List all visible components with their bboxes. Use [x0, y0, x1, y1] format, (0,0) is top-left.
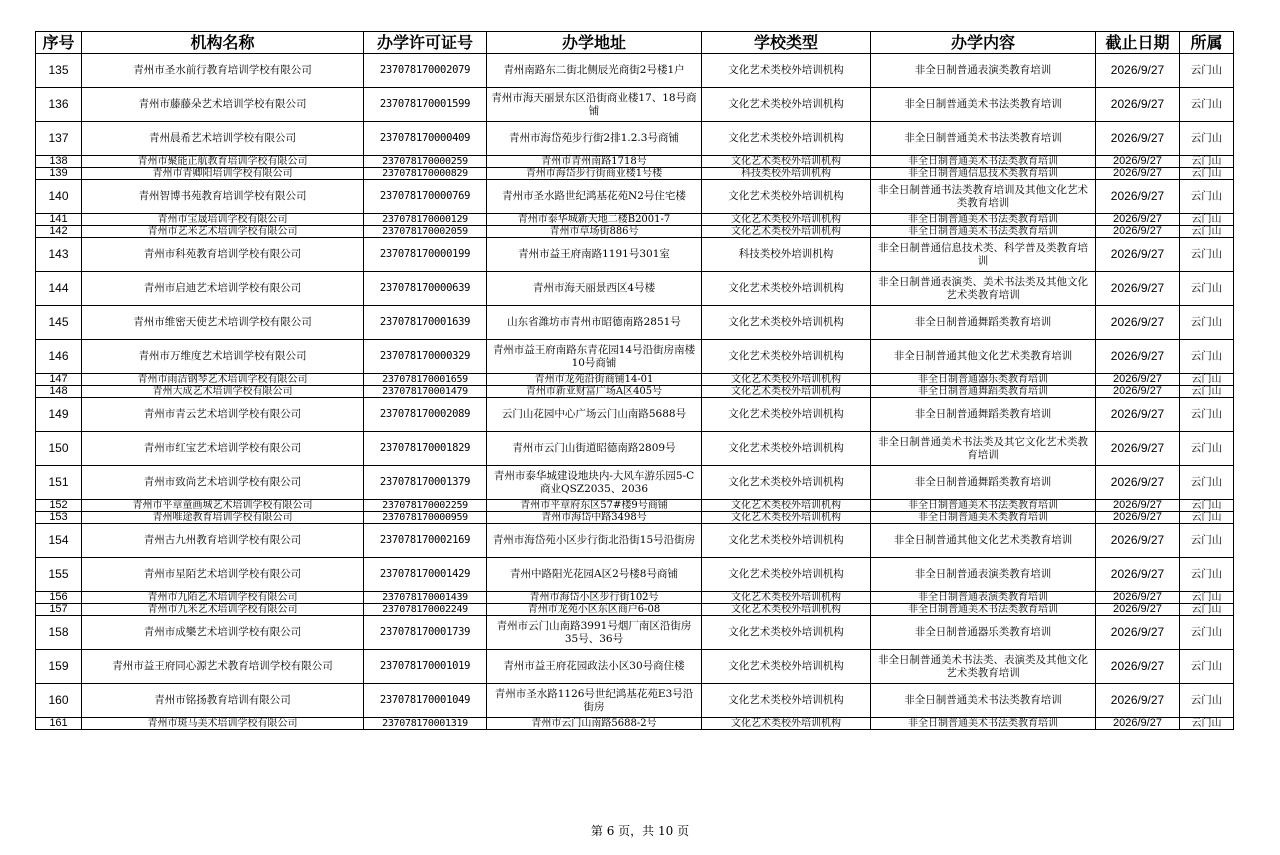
table-row [36, 168, 1234, 180]
cell-belong: 云门山 [1180, 180, 1234, 214]
cell-content: 非全日制普通舞蹈类教育培训 [871, 398, 1096, 432]
cell-license: 237078170001829 [364, 432, 487, 466]
cell-seq: 148 [36, 386, 82, 398]
cell-seq: 159 [36, 650, 82, 684]
cell-name: 青州市平章童画城艺术培训学校有限公司 [82, 500, 364, 512]
cell-type: 科技类校外培训机构 [702, 238, 871, 272]
table-row [36, 512, 1234, 524]
cell-name: 青州市艺米艺术培训学校有限公司 [82, 226, 364, 238]
cell-name: 青州唯途教育培训学校有限公司 [82, 512, 364, 524]
cell-seq: 152 [36, 500, 82, 512]
cell-name: 青州市致尚艺术培训学校有限公司 [82, 466, 364, 500]
table-row [36, 524, 1234, 558]
cell-type: 文化艺术类校外培训机构 [702, 500, 871, 512]
cell-license: 237078170001439 [364, 592, 487, 604]
cell-seq: 136 [36, 88, 82, 122]
cell-deadline: 2026/9/27 [1096, 226, 1180, 238]
table-row [36, 558, 1234, 592]
cell-content: 非全日制普通美术书法类及其它文化艺术类教育培训 [871, 432, 1096, 466]
table-row [36, 374, 1234, 386]
table-row [36, 398, 1234, 432]
cell-license: 237078170000409 [364, 122, 487, 156]
cell-belong: 云门山 [1180, 650, 1234, 684]
cell-deadline: 2026/9/27 [1096, 386, 1180, 398]
cell-type: 文化艺术类校外培训机构 [702, 432, 871, 466]
cell-address: 青州市泰华城新天地二楼B2001-7 [487, 214, 702, 226]
table-row [36, 156, 1234, 168]
cell-content: 非全日制普通书法类教育培训及其他文化艺术类教育培训 [871, 180, 1096, 214]
cell-belong: 云门山 [1180, 214, 1234, 226]
table-body [36, 54, 1234, 730]
cell-belong: 云门山 [1180, 88, 1234, 122]
cell-seq: 150 [36, 432, 82, 466]
header-belong: 所属 [1180, 32, 1234, 54]
cell-belong: 云门山 [1180, 238, 1234, 272]
cell-deadline: 2026/9/27 [1096, 180, 1180, 214]
cell-type: 文化艺术类校外培训机构 [702, 512, 871, 524]
cell-belong: 云门山 [1180, 432, 1234, 466]
cell-license: 237078170000199 [364, 238, 487, 272]
cell-belong: 云门山 [1180, 512, 1234, 524]
cell-name: 青州市藤藤朵艺术培训学校有限公司 [82, 88, 364, 122]
cell-content: 非全日制普通表演类教育培训 [871, 54, 1096, 88]
cell-license: 237078170002249 [364, 604, 487, 616]
cell-name: 青州市星陌艺术培训学校有限公司 [82, 558, 364, 592]
cell-license: 237078170002079 [364, 54, 487, 88]
table-row [36, 122, 1234, 156]
cell-content: 非全日制普通美术书法类教育培训 [871, 122, 1096, 156]
table-row [36, 340, 1234, 374]
cell-name: 青州智博书苑教育培训学校有限公司 [82, 180, 364, 214]
cell-content: 非全日制普通信息技术类、科学普及类教育培训 [871, 238, 1096, 272]
cell-belong: 云门山 [1180, 466, 1234, 500]
cell-type: 文化艺术类校外培训机构 [702, 180, 871, 214]
cell-license: 237078170002089 [364, 398, 487, 432]
cell-name: 青州市圣水前行教育培训学校有限公司 [82, 54, 364, 88]
cell-deadline: 2026/9/27 [1096, 592, 1180, 604]
cell-name: 青州市青云艺术培训学校有限公司 [82, 398, 364, 432]
cell-content: 非全日制普通美术书法类教育培训 [871, 684, 1096, 718]
cell-type: 文化艺术类校外培训机构 [702, 604, 871, 616]
cell-address: 青州市云门山街道昭德南路2809号 [487, 432, 702, 466]
cell-deadline: 2026/9/27 [1096, 272, 1180, 306]
cell-address: 青州南路东二街北侧辰光商街2号楼1户 [487, 54, 702, 88]
cell-license: 237078170001429 [364, 558, 487, 592]
cell-deadline: 2026/9/27 [1096, 374, 1180, 386]
cell-seq: 151 [36, 466, 82, 500]
cell-name: 青州市斑马美术培训学校有限公司 [82, 718, 364, 730]
cell-address: 青州市海岱小区步行街102号 [487, 592, 702, 604]
cell-deadline: 2026/9/27 [1096, 306, 1180, 340]
cell-license: 237078170002059 [364, 226, 487, 238]
cell-content: 非全日制普通美术书法类教育培训 [871, 604, 1096, 616]
cell-license: 237078170001479 [364, 386, 487, 398]
header-seq: 序号 [36, 32, 82, 54]
cell-type: 文化艺术类校外培训机构 [702, 524, 871, 558]
cell-license: 237078170001319 [364, 718, 487, 730]
cell-license: 237078170000829 [364, 168, 487, 180]
cell-type: 文化艺术类校外培训机构 [702, 88, 871, 122]
cell-content: 非全日制普通美术书法类教育培训 [871, 718, 1096, 730]
cell-name: 青州市九米艺术培训学校有限公司 [82, 604, 364, 616]
cell-content: 非全日制普通信息技术类教育培训 [871, 168, 1096, 180]
table-row [36, 226, 1234, 238]
cell-seq: 157 [36, 604, 82, 616]
cell-content: 非全日制普通美术书法类教育培训 [871, 156, 1096, 168]
cell-content: 非全日制普通美术书法类教育培训 [871, 226, 1096, 238]
table-row [36, 180, 1234, 214]
cell-deadline: 2026/9/27 [1096, 156, 1180, 168]
cell-deadline: 2026/9/27 [1096, 604, 1180, 616]
cell-content: 非全日制普通美术书法类、表演类及其他文化艺术类教育培训 [871, 650, 1096, 684]
cell-belong: 云门山 [1180, 398, 1234, 432]
cell-belong: 云门山 [1180, 226, 1234, 238]
table-row [36, 650, 1234, 684]
cell-seq: 156 [36, 592, 82, 604]
cell-license: 237078170001659 [364, 374, 487, 386]
cell-deadline: 2026/9/27 [1096, 684, 1180, 718]
cell-type: 文化艺术类校外培训机构 [702, 650, 871, 684]
cell-content: 非全日制普通表演类、美术书法类及其他文化艺术类教育培训 [871, 272, 1096, 306]
table-row [36, 306, 1234, 340]
cell-belong: 云门山 [1180, 54, 1234, 88]
cell-belong: 云门山 [1180, 386, 1234, 398]
cell-address: 山东省潍坊市青州市昭德南路2851号 [487, 306, 702, 340]
cell-license: 237078170000769 [364, 180, 487, 214]
cell-content: 非全日制普通表演类教育培训 [871, 558, 1096, 592]
cell-type: 文化艺术类校外培训机构 [702, 466, 871, 500]
cell-license: 237078170001639 [364, 306, 487, 340]
cell-deadline: 2026/9/27 [1096, 616, 1180, 650]
cell-seq: 155 [36, 558, 82, 592]
cell-name: 青州市益王府同心源艺术教育培训学校有限公司 [82, 650, 364, 684]
cell-belong: 云门山 [1180, 604, 1234, 616]
cell-name: 青州市维密天使艺术培训学校有限公司 [82, 306, 364, 340]
cell-name: 青州市宝晟培训学校有限公司 [82, 214, 364, 226]
cell-license: 237078170002259 [364, 500, 487, 512]
cell-belong: 云门山 [1180, 122, 1234, 156]
cell-content: 非全日制普通舞蹈类教育培训 [871, 466, 1096, 500]
cell-seq: 137 [36, 122, 82, 156]
cell-deadline: 2026/9/27 [1096, 718, 1180, 730]
cell-belong: 云门山 [1180, 524, 1234, 558]
cell-seq: 147 [36, 374, 82, 386]
cell-address: 青州中路阳光花园A区2号楼8号商铺 [487, 558, 702, 592]
cell-name: 青州大成艺术培训学校有限公司 [82, 386, 364, 398]
cell-seq: 139 [36, 168, 82, 180]
cell-license: 237078170001379 [364, 466, 487, 500]
cell-address: 青州市海岱中路3498号 [487, 512, 702, 524]
cell-name: 青州市万维度艺术培训学校有限公司 [82, 340, 364, 374]
cell-name: 青州市九陌艺术培训学校有限公司 [82, 592, 364, 604]
cell-seq: 154 [36, 524, 82, 558]
cell-content: 非全日制普通美术书法类教育培训 [871, 214, 1096, 226]
cell-deadline: 2026/9/27 [1096, 54, 1180, 88]
cell-name: 青州市成樂艺术培训学校有限公司 [82, 616, 364, 650]
table-row [36, 272, 1234, 306]
cell-deadline: 2026/9/27 [1096, 524, 1180, 558]
cell-belong: 云门山 [1180, 340, 1234, 374]
cell-type: 文化艺术类校外培训机构 [702, 122, 871, 156]
cell-address: 青州市圣水路世纪鸿基花苑N2号住宅楼 [487, 180, 702, 214]
header-name: 机构名称 [82, 32, 364, 54]
cell-type: 文化艺术类校外培训机构 [702, 156, 871, 168]
table-row [36, 684, 1234, 718]
cell-deadline: 2026/9/27 [1096, 500, 1180, 512]
cell-type: 文化艺术类校外培训机构 [702, 272, 871, 306]
cell-belong: 云门山 [1180, 684, 1234, 718]
cell-belong: 云门山 [1180, 592, 1234, 604]
cell-content: 非全日制普通器乐类教育培训 [871, 374, 1096, 386]
cell-address: 青州市海天丽景东区沿街商业楼17、18号商铺 [487, 88, 702, 122]
table-row [36, 432, 1234, 466]
cell-address: 青州市云门山南路5688-2号 [487, 718, 702, 730]
cell-seq: 145 [36, 306, 82, 340]
header-license: 办学许可证号 [364, 32, 487, 54]
cell-name: 青州市红宝艺术培训学校有限公司 [82, 432, 364, 466]
table-row [36, 500, 1234, 512]
cell-address: 青州市海天丽景西区4号楼 [487, 272, 702, 306]
cell-content: 非全日制普通舞蹈类教育培训 [871, 306, 1096, 340]
cell-deadline: 2026/9/27 [1096, 122, 1180, 156]
cell-license: 237078170000259 [364, 156, 487, 168]
cell-address: 青州市龙苑沿街商铺14-01 [487, 374, 702, 386]
cell-belong: 云门山 [1180, 168, 1234, 180]
cell-name: 青州市科苑教育培训学校有限公司 [82, 238, 364, 272]
cell-type: 文化艺术类校外培训机构 [702, 226, 871, 238]
table-row [36, 214, 1234, 226]
cell-license: 237078170000639 [364, 272, 487, 306]
cell-license: 237078170001599 [364, 88, 487, 122]
cell-content: 非全日制普通其他文化艺术类教育培训 [871, 524, 1096, 558]
cell-content: 非全日制普通器乐类教育培训 [871, 616, 1096, 650]
cell-name: 青州市启迪艺术培训学校有限公司 [82, 272, 364, 306]
cell-belong: 云门山 [1180, 500, 1234, 512]
cell-license: 237078170001049 [364, 684, 487, 718]
table-row [36, 54, 1234, 88]
cell-license: 237078170000959 [364, 512, 487, 524]
cell-address: 青州市新亚财富广场A区405号 [487, 386, 702, 398]
cell-deadline: 2026/9/27 [1096, 512, 1180, 524]
cell-belong: 云门山 [1180, 156, 1234, 168]
cell-seq: 140 [36, 180, 82, 214]
cell-seq: 143 [36, 238, 82, 272]
cell-belong: 云门山 [1180, 718, 1234, 730]
cell-seq: 142 [36, 226, 82, 238]
table-row [36, 616, 1234, 650]
table-row [36, 604, 1234, 616]
cell-type: 文化艺术类校外培训机构 [702, 214, 871, 226]
cell-address: 青州市海岱苑小区步行街北沿街15号沿街房 [487, 524, 702, 558]
cell-seq: 135 [36, 54, 82, 88]
cell-seq: 138 [36, 156, 82, 168]
cell-seq: 160 [36, 684, 82, 718]
cell-belong: 云门山 [1180, 558, 1234, 592]
cell-deadline: 2026/9/27 [1096, 558, 1180, 592]
cell-type: 文化艺术类校外培训机构 [702, 684, 871, 718]
cell-type: 文化艺术类校外培训机构 [702, 374, 871, 386]
cell-belong: 云门山 [1180, 306, 1234, 340]
cell-deadline: 2026/9/27 [1096, 88, 1180, 122]
cell-license: 237078170001739 [364, 616, 487, 650]
cell-type: 文化艺术类校外培训机构 [702, 558, 871, 592]
cell-belong: 云门山 [1180, 374, 1234, 386]
cell-address: 青州市益王府南路东青花园14号沿街房南楼10号商铺 [487, 340, 702, 374]
table-row [36, 466, 1234, 500]
cell-content: 非全日制普通舞蹈类教育培训 [871, 386, 1096, 398]
header-type: 学校类型 [702, 32, 871, 54]
header-row [36, 32, 1234, 54]
cell-address: 青州市益王府花园政法小区30号商住楼 [487, 650, 702, 684]
cell-type: 文化艺术类校外培训机构 [702, 386, 871, 398]
cell-deadline: 2026/9/27 [1096, 340, 1180, 374]
cell-belong: 云门山 [1180, 272, 1234, 306]
cell-deadline: 2026/9/27 [1096, 168, 1180, 180]
cell-license: 237078170002169 [364, 524, 487, 558]
cell-type: 文化艺术类校外培训机构 [702, 398, 871, 432]
cell-seq: 141 [36, 214, 82, 226]
cell-seq: 158 [36, 616, 82, 650]
table-row [36, 592, 1234, 604]
cell-deadline: 2026/9/27 [1096, 432, 1180, 466]
cell-license: 237078170001019 [364, 650, 487, 684]
cell-content: 非全日制普通其他文化艺术类教育培训 [871, 340, 1096, 374]
cell-license: 237078170000329 [364, 340, 487, 374]
cell-address: 云门山花园中心广场云门山南路5688号 [487, 398, 702, 432]
cell-seq: 161 [36, 718, 82, 730]
cell-deadline: 2026/9/27 [1096, 214, 1180, 226]
training-institutions-table [35, 31, 1234, 730]
cell-seq: 146 [36, 340, 82, 374]
table-row [36, 238, 1234, 272]
cell-address: 青州市草场街886号 [487, 226, 702, 238]
cell-type: 文化艺术类校外培训机构 [702, 306, 871, 340]
cell-address: 青州市云门山南路3991号烟厂南区沿街房35号、36号 [487, 616, 702, 650]
cell-address: 青州市海岱苑步行街2排1.2.3号商铺 [487, 122, 702, 156]
cell-type: 文化艺术类校外培训机构 [702, 54, 871, 88]
cell-name: 青州市铭扬教育培训有限公司 [82, 684, 364, 718]
cell-seq: 153 [36, 512, 82, 524]
header-address: 办学地址 [487, 32, 702, 54]
header-deadline: 截止日期 [1096, 32, 1180, 54]
cell-type: 文化艺术类校外培训机构 [702, 616, 871, 650]
cell-content: 非全日制普通表演类教育培训 [871, 592, 1096, 604]
cell-content: 非全日制普通美术类教育培训 [871, 512, 1096, 524]
cell-deadline: 2026/9/27 [1096, 398, 1180, 432]
cell-name: 青州市聚能正航教育培训学校有限公司 [82, 156, 364, 168]
cell-type: 文化艺术类校外培训机构 [702, 718, 871, 730]
table-row [36, 386, 1234, 398]
cell-name: 青州晨希艺术培训学校有限公司 [82, 122, 364, 156]
cell-address: 青州市青州南路1718号 [487, 156, 702, 168]
cell-address: 青州市泰华城建设地块内-大风车游乐园5-C商业QSZ2035、2036 [487, 466, 702, 500]
cell-seq: 149 [36, 398, 82, 432]
table-row [36, 718, 1234, 730]
cell-name: 青州市青卿阳培训学校有限公司 [82, 168, 364, 180]
cell-content: 非全日制普通美术书法类教育培训 [871, 88, 1096, 122]
cell-deadline: 2026/9/27 [1096, 238, 1180, 272]
cell-address: 青州市龙苑小区东区商户6-08 [487, 604, 702, 616]
cell-license: 237078170000129 [364, 214, 487, 226]
cell-deadline: 2026/9/27 [1096, 650, 1180, 684]
page-footer: 第 6 页，共 10 页 [590, 824, 690, 838]
cell-address: 青州市平章府东区57#楼9号商铺 [487, 500, 702, 512]
cell-content: 非全日制普通美术书法类教育培训 [871, 500, 1096, 512]
cell-deadline: 2026/9/27 [1096, 466, 1180, 500]
cell-belong: 云门山 [1180, 616, 1234, 650]
cell-type: 科技类校外培训机构 [702, 168, 871, 180]
cell-address: 青州市海岱步行街商业楼1号楼 [487, 168, 702, 180]
cell-type: 文化艺术类校外培训机构 [702, 592, 871, 604]
header-content: 办学内容 [871, 32, 1096, 54]
cell-type: 文化艺术类校外培训机构 [702, 340, 871, 374]
table-row [36, 88, 1234, 122]
cell-name: 青州市雨洁钢琴艺术培训学校有限公司 [82, 374, 364, 386]
cell-seq: 144 [36, 272, 82, 306]
cell-address: 青州市益王府南路1191号301室 [487, 238, 702, 272]
cell-address: 青州市圣水路1126号世纪鸿基花苑E3号沿街房 [487, 684, 702, 718]
cell-name: 青州古九州教育培训学校有限公司 [82, 524, 364, 558]
